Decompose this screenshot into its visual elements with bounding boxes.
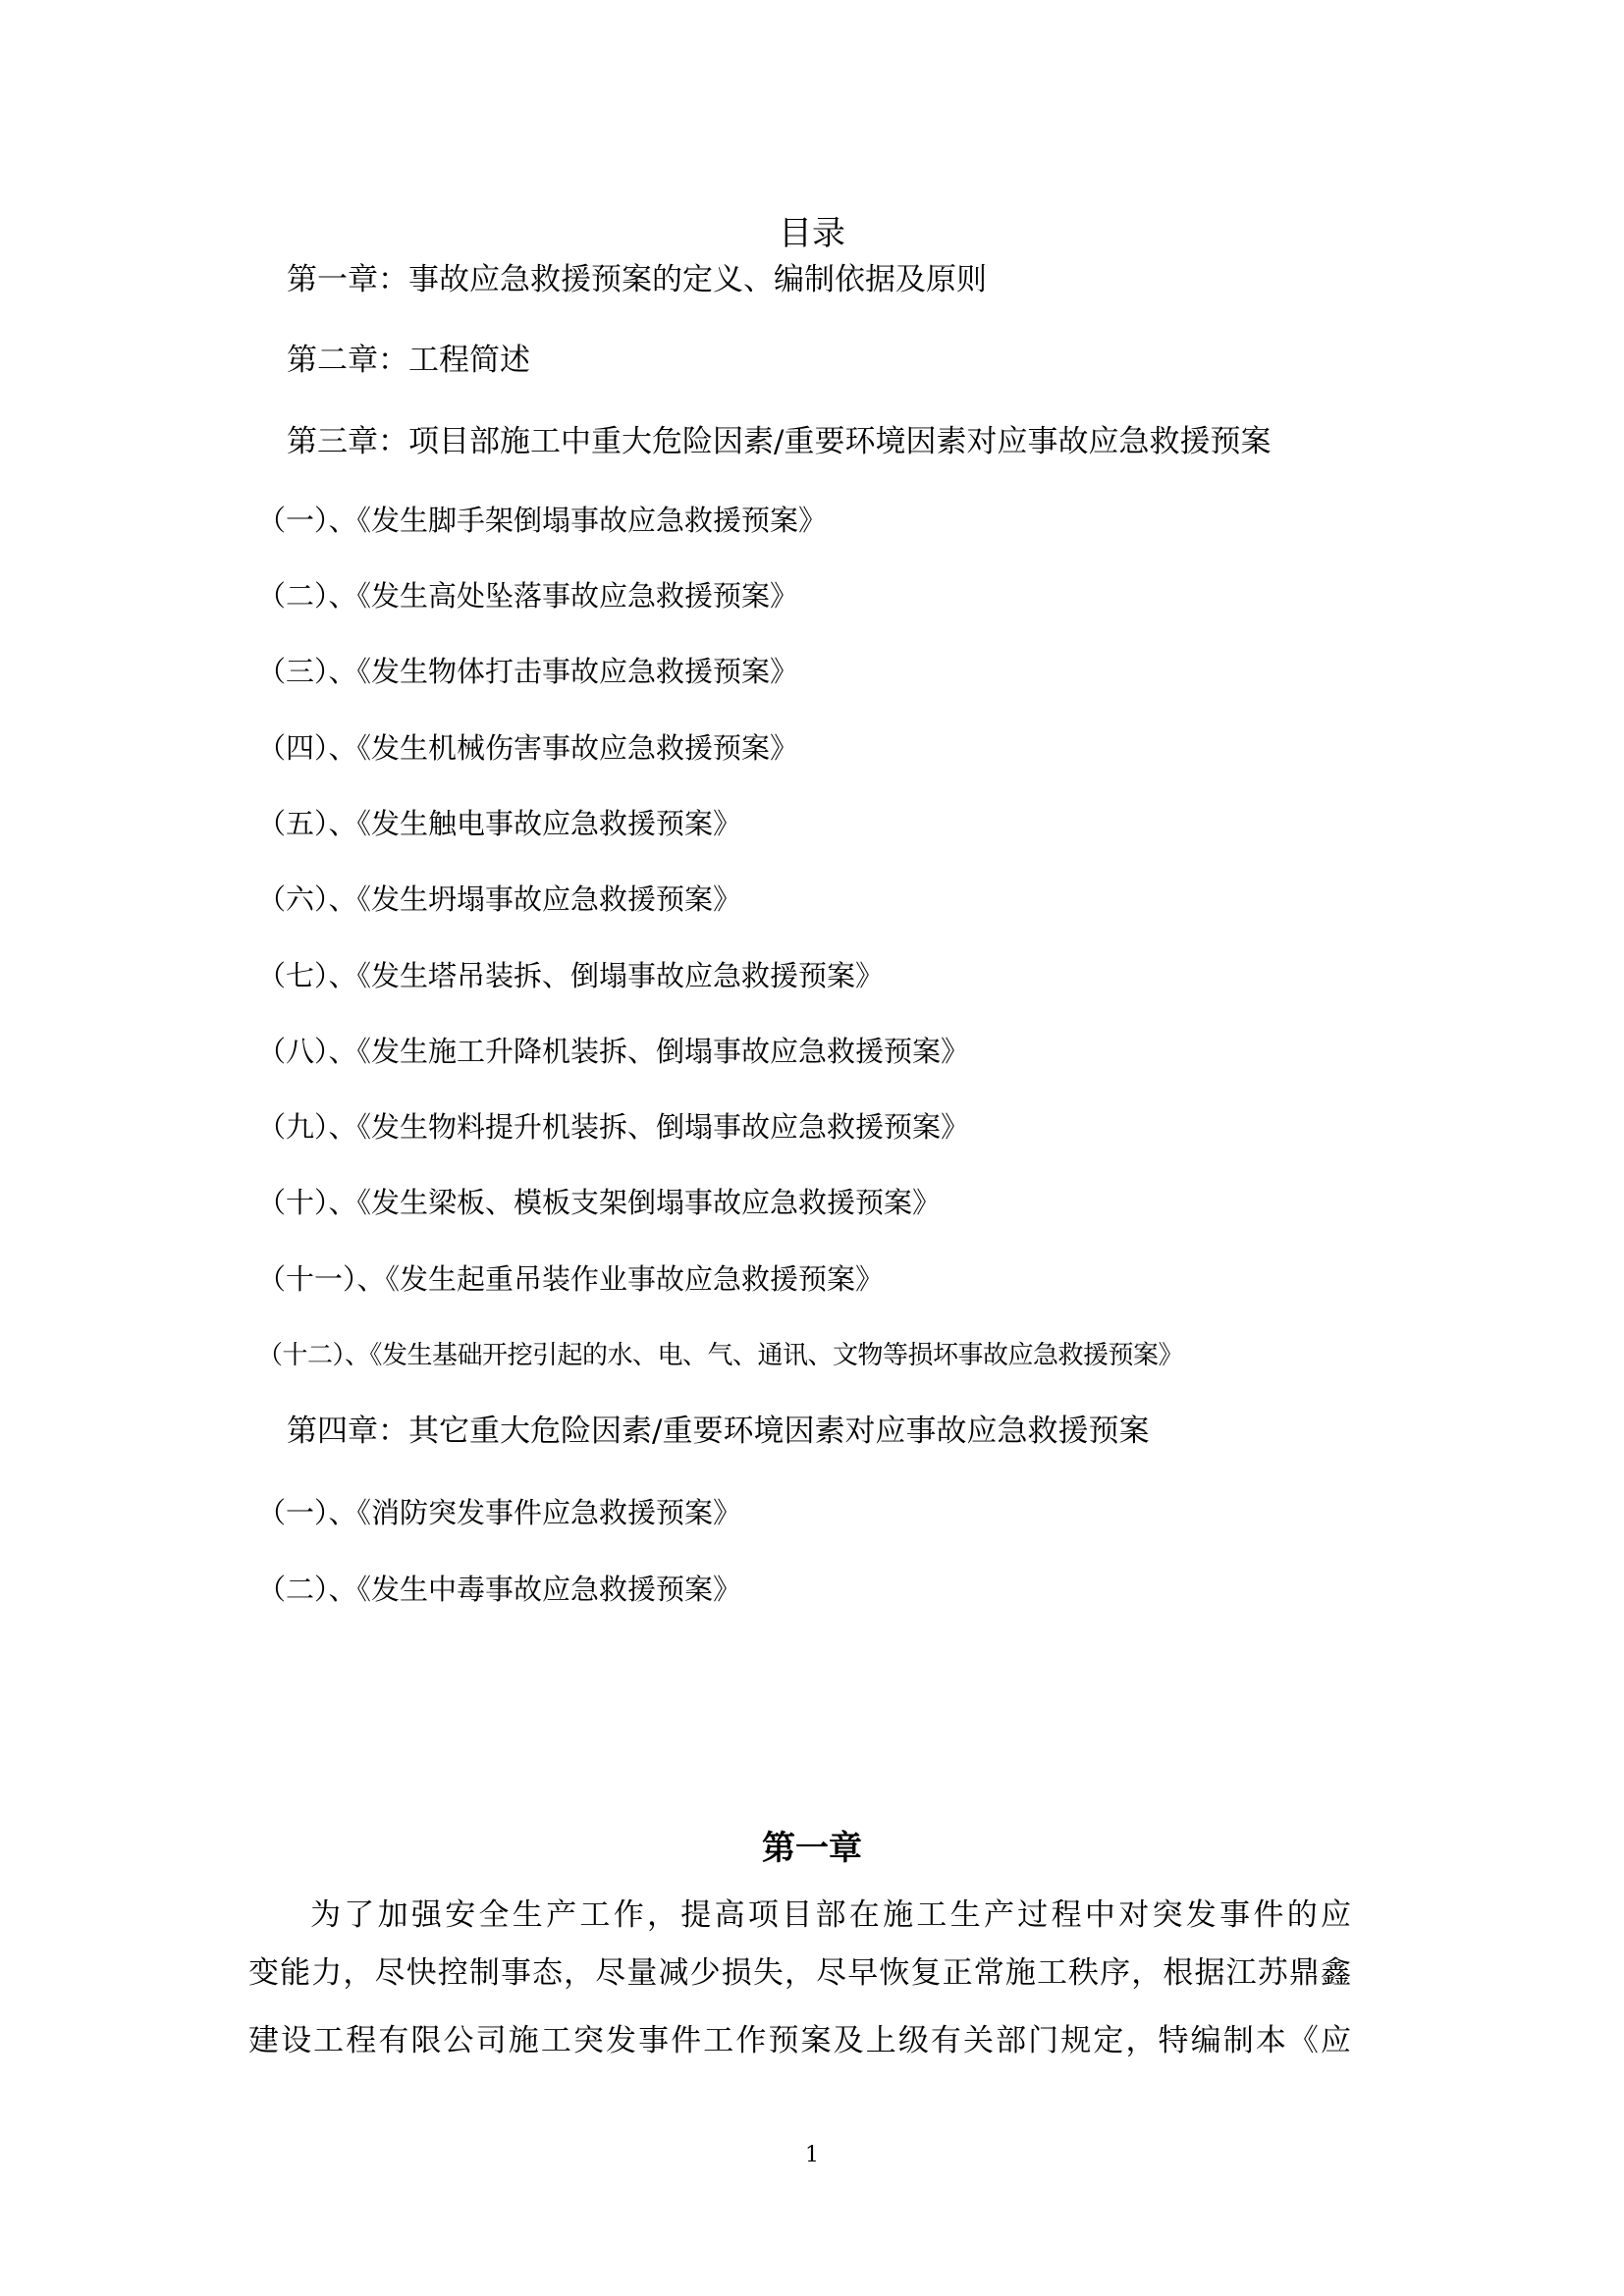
toc-item: （一）、《发生脚手架倒塌事故应急救援预案》 — [257, 504, 828, 537]
toc-title: 目录 — [779, 214, 845, 253]
toc-item: （九）、《发生物料提升机装拆、倒塌事故应急救援预案》 — [257, 1110, 970, 1144]
toc-item: （十一）、《发生起重吊装作业事故应急救援预案》 — [257, 1262, 885, 1296]
toc-item: （八）、《发生施工升降机装拆、倒塌事故应急救援预案》 — [257, 1035, 970, 1068]
toc-chapter-2: 第二章：工程简述 — [287, 343, 530, 378]
toc-item: （三）、《发生物体打击事故应急救援预案》 — [257, 655, 799, 688]
toc-item: （五）、《发生触电事故应急救援预案》 — [257, 807, 742, 840]
body-line: 建设工程有限公司施工突发事件工作预案及上级有关部门规定，特编制本《应 — [248, 2023, 1351, 2058]
toc-item: （一）、《消防突发事件应急救援预案》 — [257, 1496, 742, 1529]
toc-chapter-4: 第四章：其它重大危险因素/重要环境因素对应事故应急救援预案 — [287, 1414, 1150, 1449]
page-number: 1 — [805, 2143, 819, 2167]
toc-item: （二）、《发生高处坠落事故应急救援预案》 — [257, 579, 799, 613]
toc-item: （十）、《发生梁板、模板支架倒塌事故应急救援预案》 — [257, 1186, 942, 1219]
toc-chapter-3: 第三章：项目部施工中重大危险因素/重要环境因素对应事故应急救援预案 — [287, 424, 1272, 459]
toc-item: （四）、《发生机械伤害事故应急救援预案》 — [257, 731, 799, 765]
section-heading: 第一章 — [762, 1829, 862, 1868]
toc-item: （七）、《发生塔吊装拆、倒塌事故应急救援预案》 — [257, 959, 885, 992]
toc-item: （二）、《发生中毒事故应急救援预案》 — [257, 1573, 742, 1606]
toc-item: （六）、《发生坍塌事故应急救援预案》 — [257, 882, 742, 916]
body-line: 变能力，尽快控制事态，尽量减少损失，尽早恢复正常施工秩序，根据江苏鼎鑫 — [248, 1955, 1351, 1991]
body-line: 为了加强安全生产工作，提高项目部在施工生产过程中对突发事件的应 — [310, 1897, 1351, 1933]
toc-chapter-1: 第一章：事故应急救援预案的定义、编制依据及原则 — [287, 262, 987, 297]
toc-item: （十二）、《发生基础开挖引起的水、电、气、通讯、文物等损坏事故应急救援预案》 — [257, 1341, 1184, 1370]
